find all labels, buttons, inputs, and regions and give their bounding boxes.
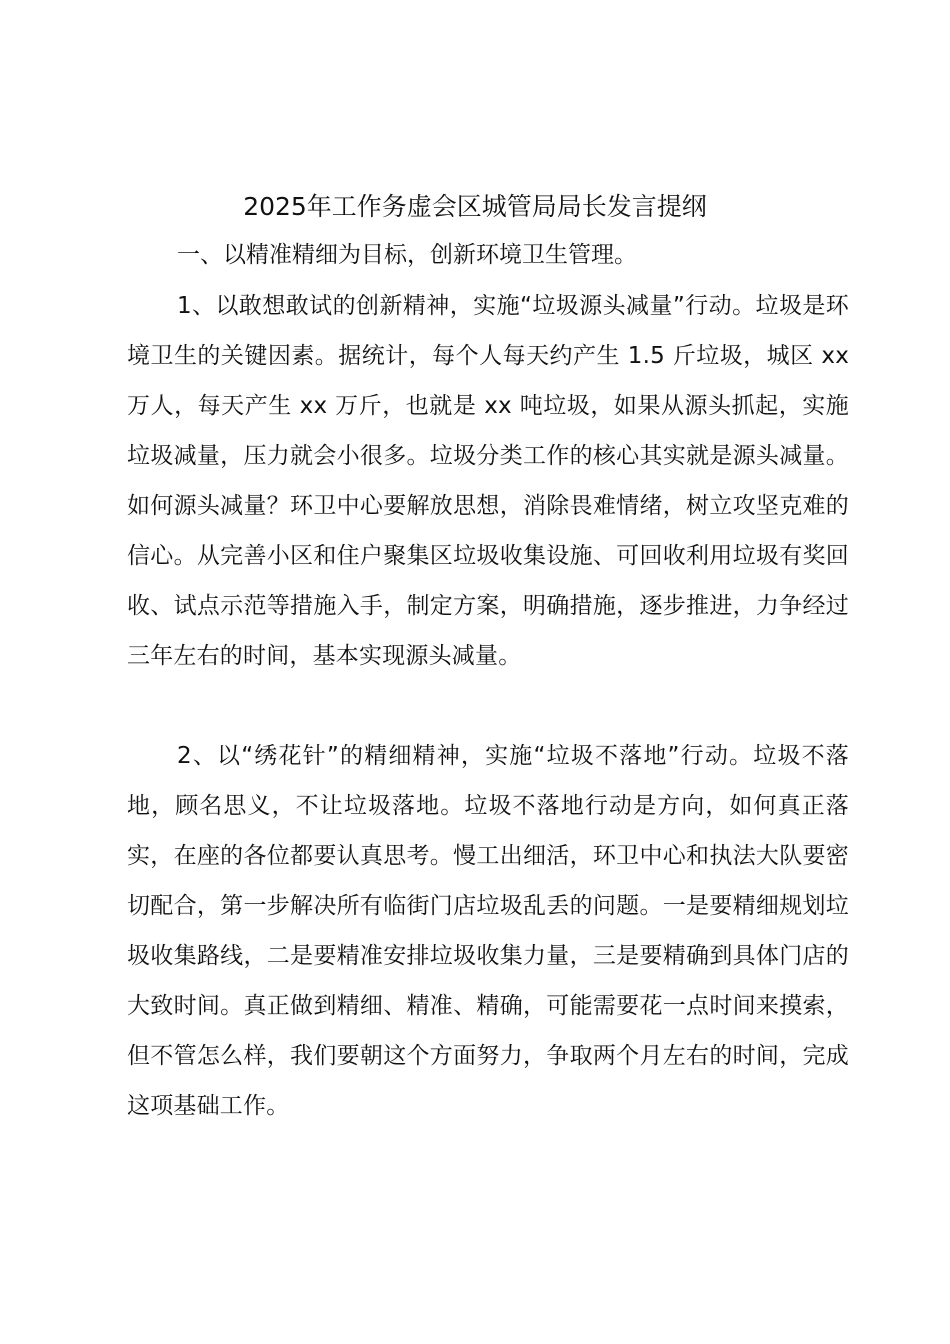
paragraph-2: 2、以“绣花针”的精细精神，实施“垃圾不落地”行动。垃圾不落地，顾名思义，不让垃圾落地。垃圾不落地行动是方向，如何真正落实，在座的各位都要认真思考。慢工出细活，环卫中心和执法大队要密切配合，第一步解决所有临街门店垃圾乱丢的问题。一是要精细规划垃圾收集路线，二是要精准安排垃圾收集力量，三是要精确到具体门店的大致时间。真正做到精细、精准、精确，可能需要花一点时间来摸索，但不管怎么样，我们要朝这个方面努力，争取两个月左右的时间，完成这项基础工作。 <box>127 743 849 1119</box>
paragraph-1: 1、以敢想敢试的创新精神，实施“垃圾源头减量”行动。垃圾是环境卫生的关键因素。据统计，每个人每天约产生 1.5 斤垃圾，城区 xx 万人，每天产生 xx 万斤，也就是 xx 吨垃圾，如果从源头抓起，实施垃圾减量，压力就会小很多。垃圾分类工作的核心其实就是源头减量。如何源头减量？环卫中心要解放思想，消除畏难情绪，树立攻坚克难的信心。从完善小区和住户聚集区垃圾收集设施、可回收利用垃圾有奖回收、试点示范等措施入手，制定方案，明确措施，逐步推进，力争经过三年左右的时间，基本实现源头减量。 <box>127 293 849 669</box>
document-title: 2025年工作务虚会区城管局局长发言提纲 <box>243 192 707 221</box>
section-heading: 一、以精准精细为目标，创新环境卫生管理。 <box>177 242 637 268</box>
